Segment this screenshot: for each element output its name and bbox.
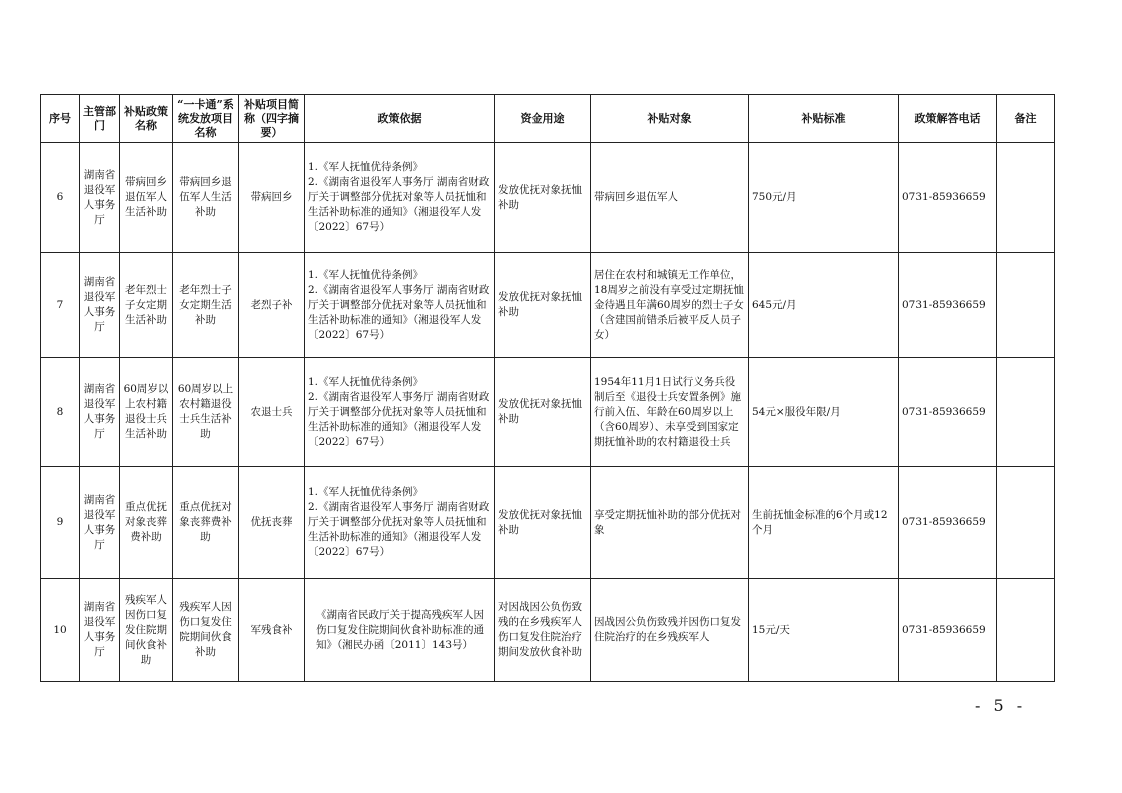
- cell-remark: [997, 467, 1055, 579]
- cell-dept: 湖南省退役军人事务厅: [80, 253, 120, 358]
- table-row: [41, 358, 1055, 467]
- cell-no: 8: [41, 358, 80, 467]
- cell-short-name: 农退士兵: [239, 358, 305, 467]
- basis-line-2: 2.《湖南省退役军人事务厅 湖南省财政厅关于调整部分优抚对象等人员抚恤和生活补助标准的通知》（湘退役军人发〔2022〕67号）: [308, 501, 490, 558]
- cell-use: 发放优抚对象抚恤补助: [495, 253, 591, 358]
- header-phone: 政策解答电话: [899, 95, 997, 143]
- cell-dept: 湖南省退役军人事务厅: [80, 579, 120, 682]
- basis-line-2: 2.《湖南省退役军人事务厅 湖南省财政厅关于调整部分优抚对象等人员抚恤和生活补助标准的通知》（湘退役军人发〔2022〕67号）: [308, 283, 490, 341]
- cell-target: 因战因公负伤致残并因伤口复发住院治疗的在乡残疾军人: [591, 579, 749, 682]
- cell-target: 1954年11月1日试行义务兵役制后至《退役士兵安置条例》施行前入伍、年龄在60周岁以上（含60周岁）、未享受到国家定期抚恤补助的农村籍退役士兵: [591, 358, 749, 467]
- cell-short-name: 优抚丧葬: [239, 467, 305, 579]
- cell-remark: [997, 253, 1055, 358]
- cell-standard: 645元/月: [749, 253, 899, 358]
- cell-target: 带病回乡退伍军人: [591, 143, 749, 253]
- cell-no: 9: [41, 467, 80, 579]
- cell-dept: 湖南省退役军人事务厅: [80, 467, 120, 579]
- cell-basis: [305, 579, 495, 682]
- cell-short-name: 带病回乡: [239, 143, 305, 253]
- table-row: [41, 253, 1055, 358]
- cell-dept: 湖南省退役军人事务厅: [80, 358, 120, 467]
- cell-remark: [997, 358, 1055, 467]
- cell-standard: 15元/天: [749, 579, 899, 682]
- header-target: 补贴对象: [591, 95, 749, 143]
- page-number: - 5 -: [975, 696, 1027, 715]
- cell-short-name: 老烈子补: [239, 253, 305, 358]
- basis-line-1: 1.《军人抚恤优待条例》: [308, 161, 424, 173]
- basis-line-1: 1.《军人抚恤优待条例》: [308, 486, 424, 498]
- cell-no: 7: [41, 253, 80, 358]
- cell-phone: 0731-85936659: [899, 358, 997, 467]
- cell-short-name: 军残食补: [239, 579, 305, 682]
- cell-basis: [305, 143, 495, 253]
- cell-basis: [305, 253, 495, 358]
- basis-line-2: 2.《湖南省退役军人事务厅 湖南省财政厅关于调整部分优抚对象等人员抚恤和生活补助标准的通知》（湘退役军人发〔2022〕67号）: [308, 390, 490, 448]
- cell-no: 6: [41, 143, 80, 253]
- cell-remark: [997, 143, 1055, 253]
- cell-policy-name: 老年烈士子女定期生活补助: [120, 253, 173, 358]
- table-row: [41, 467, 1055, 579]
- header-basis: 政策依据: [305, 95, 495, 143]
- header-use: 资金用途: [495, 95, 591, 143]
- cell-standard: 54元×服役年限/月: [749, 358, 899, 467]
- cell-policy-name: 残疾军人因伤口复发住院期间伙食补助: [120, 579, 173, 682]
- cell-system-name: 60周岁以上农村籍退役士兵生活补助: [173, 358, 239, 467]
- cell-system-name: 带病回乡退伍军人生活补助: [173, 143, 239, 253]
- cell-policy-name: 60周岁以上农村籍退役士兵生活补助: [120, 358, 173, 467]
- cell-policy-name: 重点优抚对象丧葬费补助: [120, 467, 173, 579]
- cell-phone: 0731-85936659: [899, 467, 997, 579]
- cell-target: 享受定期抚恤补助的部分优抚对象: [591, 467, 749, 579]
- header-short-name: 补贴项目简称（四字摘要）: [239, 95, 305, 143]
- table-row: [41, 579, 1055, 682]
- cell-use: 发放优抚对象抚恤补助: [495, 143, 591, 253]
- cell-phone: 0731-85936659: [899, 253, 997, 358]
- cell-no: 10: [41, 579, 80, 682]
- cell-basis: [305, 358, 495, 467]
- table-row: [41, 143, 1055, 253]
- header-policy-name: 补贴政策名称: [120, 95, 173, 143]
- header-standard: 补贴标准: [749, 95, 899, 143]
- cell-system-name: 残疾军人因伤口复发住院期间伙食补助: [173, 579, 239, 682]
- cell-standard: 750元/月: [749, 143, 899, 253]
- cell-system-name: 重点优抚对象丧葬费补助: [173, 467, 239, 579]
- cell-target: 居住在农村和城镇无工作单位，18周岁之前没有享受过定期抚恤金待遇且年满60周岁的烈士子女（含建国前错杀后被平反人员子女）: [591, 253, 749, 358]
- cell-use: 发放优抚对象抚恤补助: [495, 358, 591, 467]
- cell-standard: 生前抚恤金标准的6个月或12个月: [749, 467, 899, 579]
- cell-basis: [305, 467, 495, 579]
- basis-line-2: 《湖南省民政厅关于提高残疾军人因伤口复发住院期间伙食补助标准的通知》（湘民办函〔2011〕143号）: [316, 608, 484, 651]
- cell-system-name: 老年烈士子女定期生活补助: [173, 253, 239, 358]
- cell-use: 发放优抚对象抚恤补助: [495, 467, 591, 579]
- cell-dept: 湖南省退役军人事务厅: [80, 143, 120, 253]
- cell-use: 对因战因公负伤致残的在乡残疾军人伤口复发住院治疗期间发放伙食补助: [495, 579, 591, 682]
- header-no: 序号: [41, 95, 80, 143]
- cell-policy-name: 带病回乡退伍军人生活补助: [120, 143, 173, 253]
- cell-remark: [997, 579, 1055, 682]
- header-system-name: “一卡通”系统发放项目名称: [173, 95, 239, 143]
- header-remark: 备注: [997, 95, 1055, 143]
- basis-line-1: 1.《军人抚恤优待条例》: [308, 375, 424, 388]
- cell-phone: 0731-85936659: [899, 579, 997, 682]
- basis-line-1: 1.《军人抚恤优待条例》: [308, 268, 424, 281]
- cell-phone: 0731-85936659: [899, 143, 997, 253]
- policy-table: [40, 94, 1055, 682]
- header-dept: 主管部门: [80, 95, 120, 143]
- basis-line-2: 2.《湖南省退役军人事务厅 湖南省财政厅关于调整部分优抚对象等人员抚恤和生活补助标准的通知》（湘退役军人发〔2022〕67号）: [308, 176, 490, 233]
- header-row: [41, 95, 1055, 143]
